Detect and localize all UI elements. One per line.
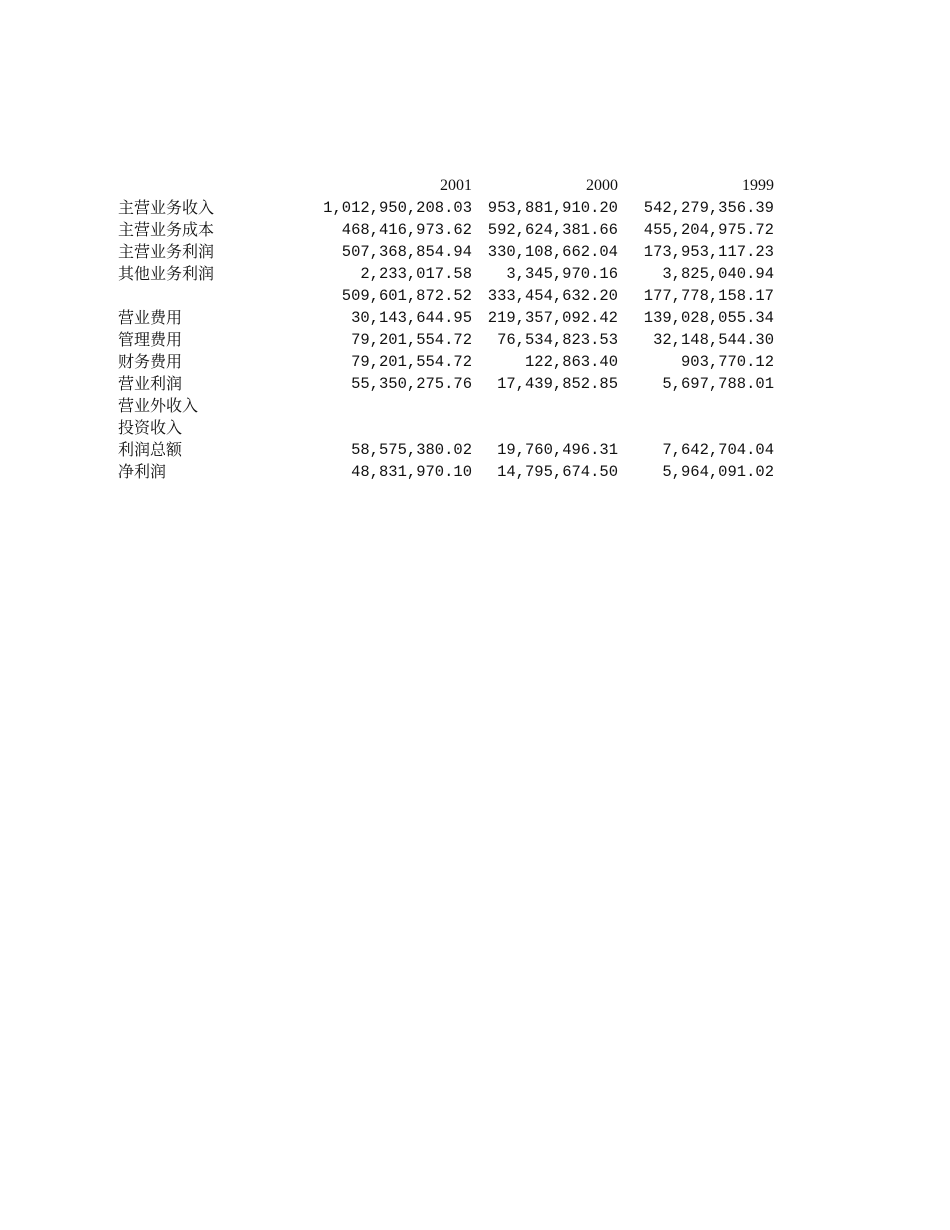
row-label: 投资收入: [118, 418, 183, 437]
table-row: [118, 329, 774, 351]
value-1999: 542,279,356.39: [643, 199, 774, 217]
value-1999: 7,642,704.04: [662, 441, 774, 459]
year-2000-header: 2000: [586, 177, 618, 194]
value-2000: 333,454,632.20: [487, 287, 618, 305]
income-statement-sheet: [118, 175, 778, 483]
table-row: [118, 197, 774, 219]
table-row: [118, 219, 774, 241]
value-2001: 58,575,380.02: [351, 441, 472, 459]
row-label: 主营业务成本: [118, 220, 215, 239]
row-label: 营业外收入: [118, 396, 199, 415]
value-2001: 30,143,644.95: [351, 309, 472, 327]
table-row: [118, 241, 774, 263]
year-header-row: [118, 175, 774, 197]
value-1999: [618, 395, 774, 417]
table-row: [118, 439, 774, 461]
row-label: 主营业务利润: [118, 242, 215, 261]
value-1999: 32,148,544.30: [653, 331, 774, 349]
value-2000: 953,881,910.20: [487, 199, 618, 217]
value-2000: 17,439,852.85: [497, 375, 618, 393]
row-label: 财务费用: [118, 352, 183, 371]
value-1999: 3,825,040.94: [662, 265, 774, 283]
value-2000: 3,345,970.16: [506, 265, 618, 283]
row-label: 利润总额: [118, 440, 183, 459]
row-label: 营业费用: [118, 308, 183, 327]
row-label: 其他业务利润: [118, 264, 215, 283]
table-row: [118, 461, 774, 483]
year-2001-header: 2001: [440, 177, 472, 194]
header-label-cell: [118, 175, 286, 197]
value-1999: 177,778,158.17: [643, 287, 774, 305]
value-2001: 79,201,554.72: [351, 353, 472, 371]
value-2001: 2,233,017.58: [360, 265, 472, 283]
value-1999: 5,964,091.02: [662, 463, 774, 481]
value-2001: 79,201,554.72: [351, 331, 472, 349]
table-row: [118, 373, 774, 395]
row-label: 主营业务收入: [118, 198, 215, 217]
value-2001: 468,416,973.62: [341, 221, 472, 239]
value-2000: 122,863.40: [524, 353, 618, 371]
value-2001: 509,601,872.52: [341, 287, 472, 305]
income-statement-table: [118, 175, 774, 483]
value-2000: [472, 417, 618, 439]
value-2000: 219,357,092.42: [487, 309, 618, 327]
table-row: [118, 285, 774, 307]
value-2000: 76,534,823.53: [497, 331, 618, 349]
table-row: [118, 395, 774, 417]
table-row: [118, 307, 774, 329]
year-1999-header: 1999: [742, 177, 774, 194]
value-1999: [618, 417, 774, 439]
row-label: 营业利润: [118, 374, 183, 393]
value-2000: 330,108,662.04: [487, 243, 618, 261]
value-2000: [472, 395, 618, 417]
value-2001: 55,350,275.76: [351, 375, 472, 393]
value-2001: 507,368,854.94: [341, 243, 472, 261]
row-label: [118, 285, 286, 307]
table-row: [118, 417, 774, 439]
value-1999: 173,953,117.23: [643, 243, 774, 261]
value-2001: [286, 395, 472, 417]
value-2000: 14,795,674.50: [497, 463, 618, 481]
table-row: [118, 351, 774, 373]
value-1999: 139,028,055.34: [643, 309, 774, 327]
row-label: 净利润: [118, 462, 167, 481]
value-2001: 1,012,950,208.03: [323, 199, 472, 217]
value-1999: 455,204,975.72: [643, 221, 774, 239]
table-row: [118, 263, 774, 285]
value-1999: 5,697,788.01: [662, 375, 774, 393]
row-label: 管理费用: [118, 330, 183, 349]
value-2000: 19,760,496.31: [497, 441, 618, 459]
value-2000: 592,624,381.66: [487, 221, 618, 239]
value-2001: 48,831,970.10: [351, 463, 472, 481]
value-1999: 903,770.12: [680, 353, 774, 371]
value-2001: [286, 417, 472, 439]
